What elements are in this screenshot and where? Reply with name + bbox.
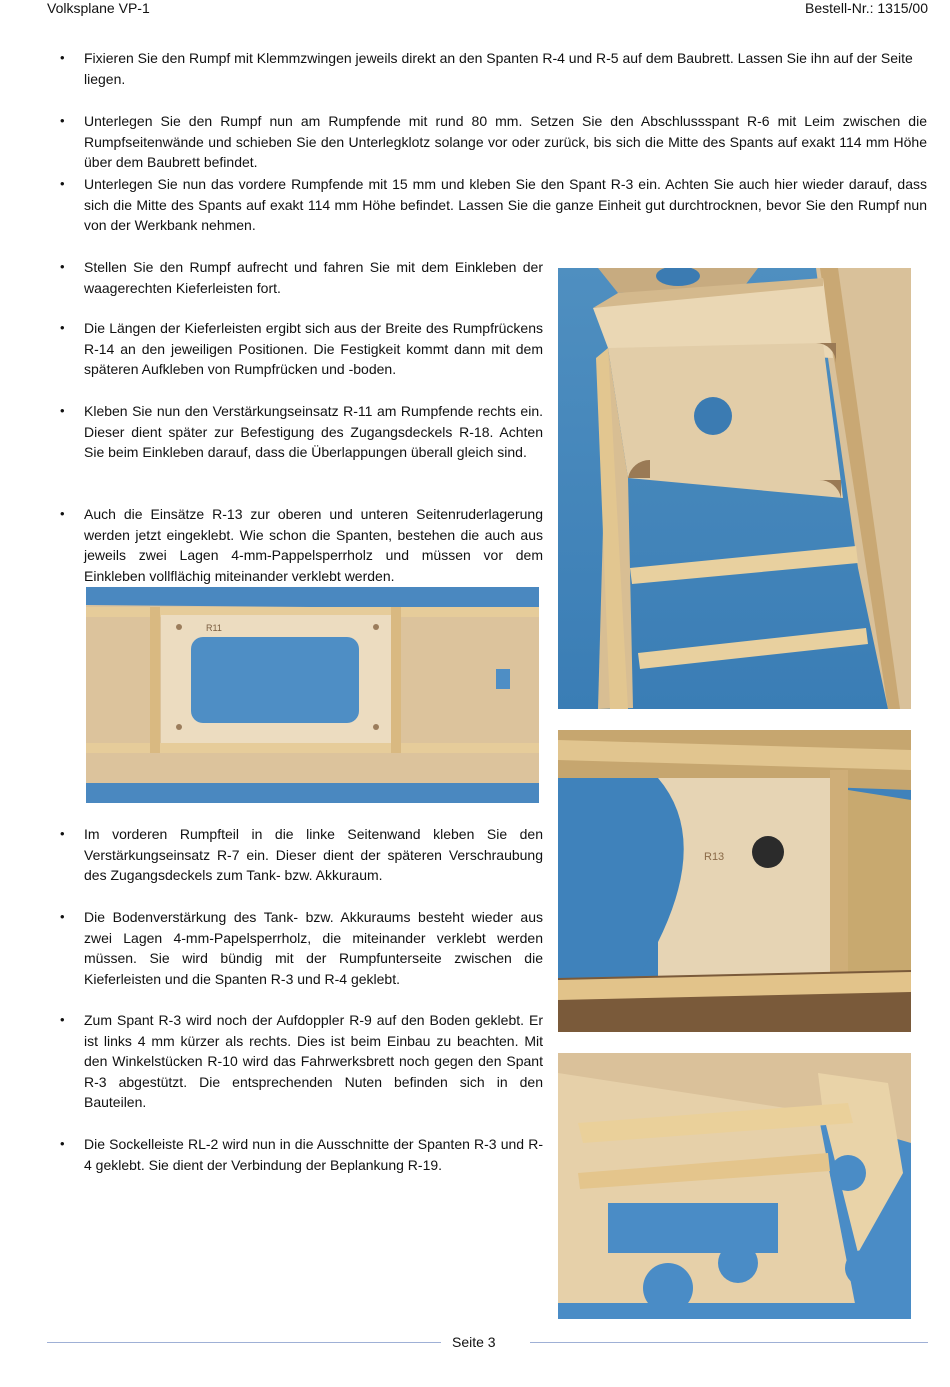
- paragraph-4: [60, 257, 543, 298]
- photo-r13-insert: [558, 730, 911, 1032]
- paragraph-1: [60, 48, 927, 89]
- paragraph-text: Fixieren Sie den Rumpf mit Klemmzwingen jeweils direkt an den Spanten R-4 und R-5 auf dem Baubrett. Lassen Sie ihn auf der Seite liegen.: [84, 50, 913, 87]
- bullet-icon: •: [60, 826, 65, 841]
- paragraph-5: [60, 318, 543, 380]
- page-number: Seite 3: [452, 1334, 496, 1350]
- footer-rule-right: [530, 1342, 928, 1343]
- photo-fuselage-front: [558, 1053, 911, 1319]
- paragraph-8: [60, 824, 543, 886]
- bullet-icon: •: [60, 176, 65, 191]
- paragraph-text: Auch die Einsätze R-13 zur oberen und unteren Seitenruderlagerung werden jetzt eingeklebt. Wie schon die Spanten, bestehen die auch aus jeweils zwei Lagen 4-mm-Pappelsperrholz und müssen vor dem Einkleben vollflächig miteinander verklebt werden.: [84, 506, 543, 584]
- paragraph-text: Unterlegen Sie den Rumpf nun am Rumpfende mit rund 80 mm. Setzen Sie den Abschlussspant R-6 mit Leim zwischen die Rumpfseitenwände und schieben Sie den Unterlegklotz solange vor oder zurück, bis sich die Mitte des Spants auf exakt 114 mm Höhe über dem Baubrett befindet.: [84, 113, 927, 170]
- paragraph-2: [60, 111, 927, 173]
- bullet-icon: •: [60, 113, 65, 128]
- paragraph-11: [60, 1134, 543, 1175]
- footer-rule-left: [47, 1342, 441, 1343]
- bullet-icon: •: [60, 50, 65, 65]
- bullet-icon: •: [60, 403, 65, 418]
- paragraph-text: Zum Spant R-3 wird noch der Aufdoppler R-9 auf den Boden geklebt. Er ist links 4 mm kürzer als rechts. Dies ist beim Einbau zu beachten. Mit den Winkelstücken R-10 wird das Fahrwerksbrett noch gegen den Spant R-3 abgestützt. Die entsprechenden Nuten befinden sich in den Bauteilen.: [84, 1012, 543, 1110]
- paragraph-text: Im vorderen Rumpfteil in die linke Seitenwand kleben Sie den Verstärkungseinsatz R-7 ein. Dieser dient der späteren Verschraubung des Zugangsdeckels zum Tank- bzw. Akkuraum.: [84, 826, 543, 883]
- bullet-icon: •: [60, 909, 65, 924]
- r13-label: R13: [704, 851, 725, 863]
- paragraph-text: Die Sockelleiste RL-2 wird nun in die Ausschnitte der Spanten R-3 und R-4 geklebt. Sie dient der Verbindung der Beplankung R-19.: [84, 1136, 543, 1173]
- photo-r11-insert: [86, 587, 539, 803]
- bullet-icon: •: [60, 1012, 65, 1027]
- paragraph-text: Stellen Sie den Rumpf aufrecht und fahren Sie mit dem Einkleben der waagerechten Kieferleisten fort.: [84, 259, 543, 296]
- bullet-icon: •: [60, 320, 65, 335]
- paragraph-3: [60, 174, 927, 236]
- paragraph-text: Die Längen der Kieferleisten ergibt sich aus der Breite des Rumpfrückens R-14 an den jeweiligen Positionen. Die Festigkeit kommt dann mit dem späteren Aufkleben von Rumpfrücken und -boden.: [84, 320, 543, 377]
- paragraph-text: Die Bodenverstärkung des Tank- bzw. Akkuraums besteht wieder aus zwei Lagen 4-mm-Papelsperrholz, die miteinander verklebt werden müssen. Sie wird bündig mit der Rumpfunterseite zwischen die Kieferleisten und die Spanten R-3 und R-4 geklebt.: [84, 909, 543, 987]
- paragraph-7: [60, 504, 543, 586]
- order-number: Bestell-Nr.: 1315/00: [805, 0, 928, 16]
- document-title: Volksplane VP-1: [47, 0, 150, 16]
- r11-label: R11: [206, 623, 222, 633]
- bullet-icon: •: [60, 506, 65, 521]
- paragraph-9: [60, 907, 543, 989]
- paragraph-text: Unterlegen Sie nun das vordere Rumpfende mit 15 mm und kleben Sie den Spant R-3 ein. Achten Sie auch hier wieder darauf, dass sich die Mitte des Spants auf exakt 114 mm Höhe befindet. Lassen Sie die ganze Einheit gut durchtrocknen, bevor Sie den Rumpf nun von der Werkbank nehmen.: [84, 176, 927, 233]
- paragraph-text: Kleben Sie nun den Verstärkungseinsatz R-11 am Rumpfende rechts ein. Dieser dient später zur Befestigung des Zugangsdeckels R-18. Achten Sie beim Einkleben darauf, dass die Überlappungen überall gleich sind.: [84, 403, 543, 460]
- photo-fuselage-rear: [558, 268, 911, 709]
- bullet-icon: •: [60, 1136, 65, 1151]
- bullet-icon: •: [60, 259, 65, 274]
- paragraph-6: [60, 401, 543, 463]
- paragraph-10: [60, 1010, 543, 1113]
